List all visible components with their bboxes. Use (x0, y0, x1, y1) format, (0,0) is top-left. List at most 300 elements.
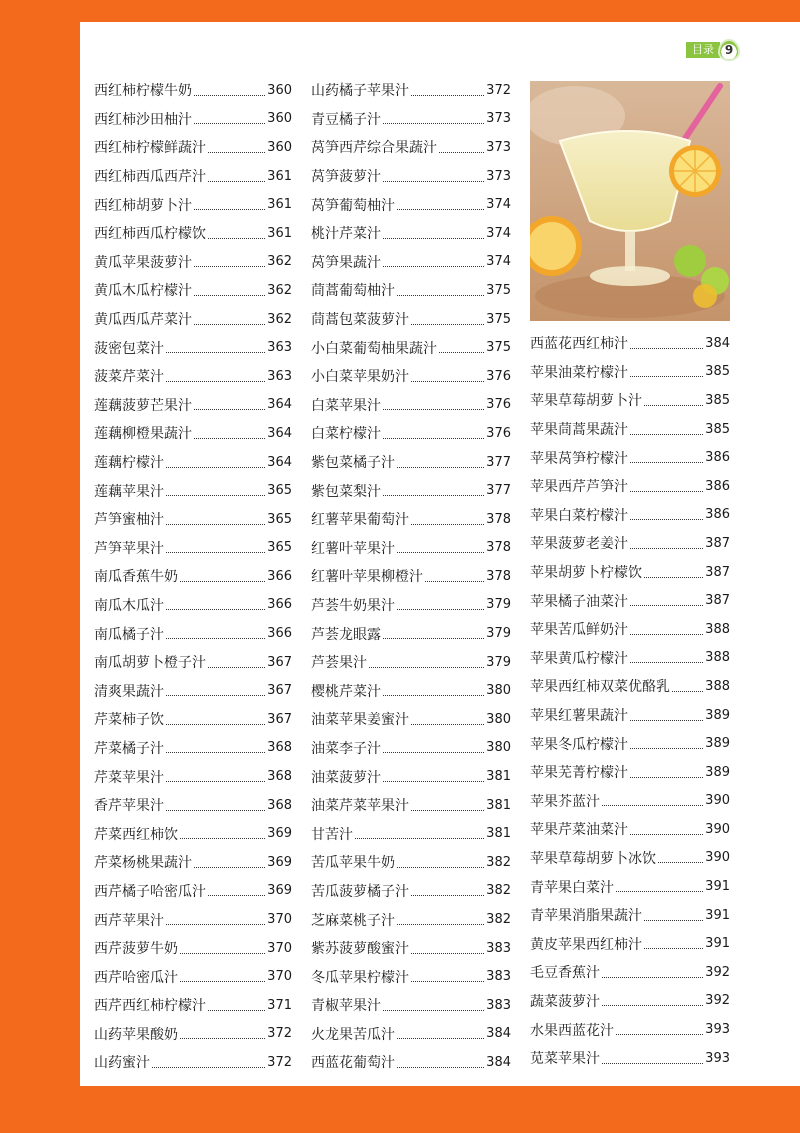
dot-leader (355, 837, 484, 839)
dot-leader (397, 866, 484, 868)
toc-entry[interactable] (530, 929, 730, 958)
toc-entry[interactable] (94, 133, 292, 162)
toc-entry[interactable] (530, 472, 730, 501)
toc-entry-page: 385 (705, 392, 730, 408)
toc-entry[interactable] (94, 962, 292, 991)
toc-entry[interactable] (530, 443, 730, 472)
toc-entry-title: 南瓜香蕉牛奶 (94, 569, 178, 586)
toc-entry-page: 362 (267, 254, 292, 270)
toc-entry[interactable] (530, 415, 730, 444)
toc-entry-page: 369 (267, 826, 292, 842)
toc-entry-page: 361 (267, 197, 292, 213)
dot-leader (644, 947, 703, 949)
dot-leader (194, 294, 265, 296)
toc-entry-page: 388 (705, 650, 730, 666)
toc-entry-title: 南瓜木瓜汁 (94, 597, 164, 614)
toc-entry-page: 378 (486, 568, 511, 584)
toc-entry-title: 芦荟龙眼露 (311, 626, 381, 643)
dot-leader (166, 608, 265, 610)
dot-leader (644, 404, 703, 406)
toc-entry-title: 油菜李子汁 (311, 740, 381, 757)
toc-entry[interactable] (94, 76, 292, 105)
dot-leader (411, 894, 484, 896)
dot-leader (166, 694, 265, 696)
dot-leader (644, 919, 703, 921)
toc-entry-title: 苹果菠萝老姜汁 (530, 536, 628, 553)
toc-entry[interactable] (94, 276, 292, 305)
dot-leader (383, 637, 484, 639)
dot-leader (166, 551, 265, 553)
toc-entry-page: 373 (486, 111, 511, 127)
dot-leader (208, 237, 265, 239)
dot-leader (194, 437, 265, 439)
toc-entry[interactable] (530, 529, 730, 558)
toc-entry[interactable] (94, 105, 292, 134)
toc-entry[interactable] (94, 819, 292, 848)
toc-entry-title: 莲藕菠萝芒果汁 (94, 397, 192, 414)
toc-entry-title: 苹果油菜柠檬汁 (530, 364, 628, 381)
toc-entry[interactable] (530, 901, 730, 930)
toc-entry-title: 莴笋葡萄柚汁 (311, 197, 395, 214)
toc-entry[interactable] (311, 276, 511, 305)
lemon-drink-photo (530, 81, 730, 321)
toc-entry[interactable] (311, 648, 511, 677)
dot-leader (194, 323, 265, 325)
toc-entry[interactable] (94, 362, 292, 391)
toc-entry-title: 芹菜西红柿饮 (94, 826, 178, 843)
toc-entry[interactable] (311, 877, 511, 906)
toc-entry-page: 381 (486, 769, 511, 785)
toc-entry-title: 紫包菜梨汁 (311, 483, 381, 500)
toc-entry-page: 387 (705, 535, 730, 551)
toc-entry-page: 369 (267, 883, 292, 899)
toc-entry[interactable] (311, 190, 511, 219)
toc-entry-page: 360 (267, 111, 292, 127)
toc-entry[interactable] (311, 676, 511, 705)
toc-entry[interactable] (94, 162, 292, 191)
dot-leader (208, 666, 265, 668)
toc-entry-page: 364 (267, 397, 292, 413)
toc-entry-page: 382 (486, 912, 511, 928)
toc-entry-page: 366 (267, 568, 292, 584)
toc-entry[interactable] (530, 329, 730, 358)
toc-entry-title: 莲藕柳橙果蔬汁 (94, 426, 192, 443)
dot-leader (194, 265, 265, 267)
toc-entry[interactable] (530, 501, 730, 530)
toc-entry[interactable] (94, 848, 292, 877)
toc-entry-title: 芦笋蜜柚汁 (94, 512, 164, 529)
toc-entry-page: 368 (267, 769, 292, 785)
toc-entry[interactable] (94, 333, 292, 362)
toc-entry-page: 374 (486, 225, 511, 241)
toc-entry-title: 白菜苹果汁 (311, 397, 381, 414)
toc-entry-page: 379 (486, 654, 511, 670)
toc-entry-title: 苹果红薯果蔬汁 (530, 708, 628, 725)
dot-leader (630, 490, 703, 492)
dot-leader (644, 576, 703, 578)
toc-entry-title: 西芹橘子哈密瓜汁 (94, 883, 206, 900)
dot-leader (208, 151, 265, 153)
dot-leader (166, 723, 265, 725)
toc-entry-page: 360 (267, 82, 292, 98)
toc-entry-page: 376 (486, 368, 511, 384)
toc-entry-page: 372 (486, 82, 511, 98)
toc-entry[interactable] (530, 615, 730, 644)
toc-entry[interactable] (530, 758, 730, 787)
dot-leader (180, 837, 265, 839)
dot-leader (383, 494, 484, 496)
toc-entry[interactable] (94, 305, 292, 334)
toc-entry[interactable] (94, 391, 292, 420)
toc-entry[interactable] (311, 1020, 511, 1049)
toc-entry[interactable] (311, 991, 511, 1020)
toc-entry-page: 385 (705, 421, 730, 437)
toc-entry[interactable] (530, 672, 730, 701)
toc-entry[interactable] (311, 962, 511, 991)
toc-entry[interactable] (94, 505, 292, 534)
dot-leader (630, 375, 703, 377)
dot-leader (630, 776, 703, 778)
toc-entry[interactable] (94, 905, 292, 934)
toc-entry[interactable] (94, 190, 292, 219)
toc-entry[interactable] (530, 987, 730, 1016)
toc-entry-title: 苦瓜菠萝橘子汁 (311, 883, 409, 900)
toc-entry-title: 红薯叶苹果汁 (311, 540, 395, 557)
toc-entry-page: 365 (267, 483, 292, 499)
dot-leader (166, 780, 265, 782)
toc-entry[interactable] (311, 391, 511, 420)
toc-entry[interactable] (311, 562, 511, 591)
toc-entry[interactable] (311, 505, 511, 534)
toc-entry-title: 苹果冬瓜柠檬汁 (530, 736, 628, 753)
dot-leader (630, 747, 703, 749)
toc-entry-title: 火龙果苦瓜汁 (311, 1026, 395, 1043)
dot-leader (411, 723, 484, 725)
dot-leader (166, 751, 265, 753)
toc-entry[interactable] (94, 734, 292, 763)
toc-entry-title: 芹菜苹果汁 (94, 769, 164, 786)
dot-leader (383, 780, 484, 782)
toc-entry-title: 苹果西芹芦笋汁 (530, 479, 628, 496)
toc-entry[interactable] (530, 729, 730, 758)
toc-entry-page: 390 (705, 821, 730, 837)
dot-leader (411, 980, 484, 982)
toc-entry-page: 386 (705, 450, 730, 466)
toc-entry[interactable] (311, 162, 511, 191)
toc-entry[interactable] (311, 848, 511, 877)
toc-entry-title: 冬瓜苹果柠檬汁 (311, 969, 409, 986)
toc-entry-title: 西红柿西瓜柠檬饮 (94, 226, 206, 243)
toc-entry[interactable] (530, 386, 730, 415)
toc-entry-title: 茼蒿包菜菠萝汁 (311, 312, 409, 329)
toc-entry-page: 376 (486, 425, 511, 441)
toc-entry-page: 386 (705, 507, 730, 523)
toc-entry-title: 苦瓜苹果牛奶 (311, 855, 395, 872)
toc-entry-page: 364 (267, 425, 292, 441)
toc-entry-title: 莴笋西芹综合果蔬汁 (311, 140, 437, 157)
dot-leader (602, 804, 703, 806)
toc-entry[interactable] (530, 558, 730, 587)
toc-entry-title: 西红柿柠檬鲜蔬汁 (94, 140, 206, 157)
toc-entry[interactable] (311, 619, 511, 648)
toc-entry-title: 苹果苦瓜鲜奶汁 (530, 622, 628, 639)
toc-entry-title: 紫包菜橘子汁 (311, 455, 395, 472)
toc-entry[interactable] (94, 448, 292, 477)
toc-entry-page: 381 (486, 826, 511, 842)
toc-entry[interactable] (311, 705, 511, 734)
toc-entry-page: 375 (486, 311, 511, 327)
toc-entry[interactable] (94, 877, 292, 906)
toc-entry[interactable] (530, 958, 730, 987)
toc-entry[interactable] (530, 644, 730, 673)
toc-entry[interactable] (311, 419, 511, 448)
toc-entry-title: 苋菜苹果汁 (530, 1051, 600, 1068)
toc-entry-title: 桃汁芹菜汁 (311, 226, 381, 243)
toc-entry-title: 芹菜杨桃果蔬汁 (94, 855, 192, 872)
toc-entry-page: 382 (486, 883, 511, 899)
toc-entry[interactable] (311, 591, 511, 620)
toc-entry-page: 373 (486, 168, 511, 184)
dot-leader (602, 976, 703, 978)
toc-entry-title: 山药苹果酸奶 (94, 1026, 178, 1043)
toc-entry-page: 384 (486, 1026, 511, 1042)
toc-entry-title: 苹果草莓胡萝卜冰饮 (530, 850, 656, 867)
dot-leader (397, 466, 484, 468)
dot-leader (166, 809, 265, 811)
toc-entry-page: 383 (486, 969, 511, 985)
toc-entry-title: 黄瓜苹果菠萝汁 (94, 254, 192, 271)
toc-entry-page: 373 (486, 139, 511, 155)
dot-leader (439, 151, 484, 153)
toc-entry-page: 384 (705, 335, 730, 351)
toc-entry[interactable] (94, 476, 292, 505)
toc-entry[interactable] (94, 562, 292, 591)
toc-entry-title: 莴笋果蔬汁 (311, 254, 381, 271)
dot-leader (180, 952, 265, 954)
toc-entry[interactable] (94, 248, 292, 277)
toc-entry[interactable] (530, 1015, 730, 1044)
toc-entry-title: 山药橘子苹果汁 (311, 83, 409, 100)
toc-entry[interactable] (311, 305, 511, 334)
toc-entry[interactable] (94, 1020, 292, 1049)
toc-entry[interactable] (311, 734, 511, 763)
toc-entry-page: 367 (267, 711, 292, 727)
toc-entry[interactable] (311, 333, 511, 362)
toc-entry-page: 391 (705, 936, 730, 952)
toc-entry-page: 386 (705, 478, 730, 494)
toc-entry-title: 茼蒿葡萄柚汁 (311, 283, 395, 300)
toc-entry-title: 蔬菜菠萝汁 (530, 993, 600, 1010)
toc-entry[interactable] (94, 534, 292, 563)
toc-entry-page: 362 (267, 282, 292, 298)
toc-entry[interactable] (311, 248, 511, 277)
dot-leader (658, 861, 703, 863)
dot-leader (194, 208, 265, 210)
toc-entry-page: 367 (267, 683, 292, 699)
toc-entry[interactable] (311, 905, 511, 934)
toc-entry[interactable] (94, 676, 292, 705)
toc-entry-title: 白菜柠檬汁 (311, 426, 381, 443)
toc-entry-page: 372 (267, 1026, 292, 1042)
toc-entry-title: 苹果茼蒿果蔬汁 (530, 422, 628, 439)
dot-leader (383, 180, 484, 182)
toc-entry[interactable] (94, 591, 292, 620)
toc-entry[interactable] (311, 105, 511, 134)
section-badge (686, 40, 740, 60)
toc-entry[interactable] (311, 819, 511, 848)
toc-entry[interactable] (311, 448, 511, 477)
toc-entry-page: 388 (705, 678, 730, 694)
toc-entry-page: 361 (267, 225, 292, 241)
dot-leader (630, 604, 703, 606)
toc-entry[interactable] (94, 791, 292, 820)
toc-column-1 (94, 76, 292, 1077)
toc-column-3 (530, 329, 730, 1072)
toc-entry[interactable] (311, 476, 511, 505)
toc-entry-title: 水果西蓝花汁 (530, 1022, 614, 1039)
toc-entry-title: 苹果莴笋柠檬汁 (530, 450, 628, 467)
dot-leader (166, 494, 265, 496)
toc-entry[interactable] (94, 934, 292, 963)
toc-entry-page: 376 (486, 397, 511, 413)
toc-entry-title: 西芹西红柿柠檬汁 (94, 998, 206, 1015)
toc-entry[interactable] (311, 362, 511, 391)
dot-leader (630, 661, 703, 663)
dot-leader (166, 637, 265, 639)
dot-leader (411, 952, 484, 954)
toc-entry-title: 苹果橘子油菜汁 (530, 593, 628, 610)
toc-entry-page: 389 (705, 764, 730, 780)
toc-entry[interactable] (94, 705, 292, 734)
toc-entry[interactable] (94, 762, 292, 791)
toc-entry[interactable] (311, 934, 511, 963)
toc-entry-page: 389 (705, 707, 730, 723)
toc-entry[interactable] (530, 701, 730, 730)
toc-entry-page: 365 (267, 540, 292, 556)
toc-entry[interactable] (311, 762, 511, 791)
toc-entry[interactable] (530, 787, 730, 816)
toc-entry[interactable] (311, 1048, 511, 1077)
toc-entry-page: 393 (705, 1022, 730, 1038)
toc-entry-page: 366 (267, 626, 292, 642)
dot-leader (411, 809, 484, 811)
toc-entry-title: 青苹果消脂果蔬汁 (530, 908, 642, 925)
toc-entry-title: 苹果芜菁柠檬汁 (530, 765, 628, 782)
dot-leader (397, 923, 484, 925)
toc-entry[interactable] (94, 1048, 292, 1077)
toc-entry-page: 362 (267, 311, 292, 327)
dot-leader (383, 1009, 484, 1011)
toc-entry-page: 387 (705, 564, 730, 580)
dot-leader (397, 1037, 484, 1039)
toc-entry-title: 芹菜柿子饮 (94, 712, 164, 729)
toc-entry[interactable] (311, 133, 511, 162)
toc-entry-title: 苹果芹菜油菜汁 (530, 822, 628, 839)
toc-entry-title: 苹果黄瓜柠檬汁 (530, 650, 628, 667)
toc-entry-title: 红薯叶苹果柳橙汁 (311, 569, 423, 586)
toc-entry-title: 芦荟果汁 (311, 655, 367, 672)
dot-leader (180, 980, 265, 982)
toc-entry-title: 西芹菠萝牛奶 (94, 941, 178, 958)
toc-entry[interactable] (311, 219, 511, 248)
toc-entry-title: 菠菜芹菜汁 (94, 369, 164, 386)
dot-leader (383, 694, 484, 696)
toc-entry-title: 油菜菠萝汁 (311, 769, 381, 786)
toc-entry-page: 392 (705, 964, 730, 980)
toc-entry-page: 363 (267, 340, 292, 356)
dot-leader (630, 719, 703, 721)
dot-leader (425, 580, 484, 582)
toc-entry-title: 芝麻菜桃子汁 (311, 912, 395, 929)
toc-entry-title: 樱桃芹菜汁 (311, 683, 381, 700)
dot-leader (166, 351, 265, 353)
toc-entry[interactable] (530, 872, 730, 901)
toc-entry-page: 371 (267, 997, 292, 1013)
toc-entry-page: 368 (267, 740, 292, 756)
toc-entry-title: 西红柿西瓜西芹汁 (94, 169, 206, 186)
toc-entry[interactable] (94, 648, 292, 677)
toc-entry-page: 383 (486, 940, 511, 956)
dot-leader (397, 294, 484, 296)
toc-entry-page: 370 (267, 969, 292, 985)
dot-leader (369, 666, 484, 668)
toc-entry[interactable] (530, 815, 730, 844)
toc-entry[interactable] (311, 534, 511, 563)
dot-leader (616, 890, 703, 892)
toc-entry-title: 油菜芹菜苹果汁 (311, 798, 409, 815)
toc-entry-page: 366 (267, 597, 292, 613)
dot-leader (383, 122, 484, 124)
dot-leader (166, 466, 265, 468)
toc-entry-title: 菠密包菜汁 (94, 340, 164, 357)
toc-entry-title: 黄瓜西瓜芹菜汁 (94, 312, 192, 329)
toc-entry-page: 380 (486, 683, 511, 699)
dot-leader (411, 94, 484, 96)
dot-leader (630, 547, 703, 549)
toc-entry[interactable] (94, 419, 292, 448)
dot-leader (152, 1066, 265, 1068)
dot-leader (672, 690, 703, 692)
toc-entry-title: 西蓝花葡萄汁 (311, 1055, 395, 1072)
toc-entry[interactable] (94, 991, 292, 1020)
toc-entry-page: 370 (267, 912, 292, 928)
toc-entry[interactable] (94, 619, 292, 648)
toc-entry-page: 369 (267, 854, 292, 870)
toc-entry[interactable] (530, 586, 730, 615)
toc-entry[interactable] (311, 76, 511, 105)
dot-leader (602, 1062, 703, 1064)
toc-entry-page: 388 (705, 621, 730, 637)
dot-leader (630, 518, 703, 520)
dot-leader (411, 380, 484, 382)
dot-leader (166, 923, 265, 925)
toc-entry[interactable] (94, 219, 292, 248)
toc-entry[interactable] (530, 1044, 730, 1073)
toc-entry-title: 黄皮苹果西红柿汁 (530, 936, 642, 953)
toc-entry-title: 南瓜胡萝卜橙子汁 (94, 655, 206, 672)
toc-entry-title: 香芹苹果汁 (94, 798, 164, 815)
dot-leader (383, 408, 484, 410)
toc-entry-title: 青豆橘子汁 (311, 111, 381, 128)
toc-entry[interactable] (530, 844, 730, 873)
dot-leader (630, 633, 703, 635)
toc-entry[interactable] (530, 358, 730, 387)
toc-entry-title: 小白菜葡萄柚果蔬汁 (311, 340, 437, 357)
toc-entry-title: 芦荟牛奶果汁 (311, 597, 395, 614)
dot-leader (208, 1009, 265, 1011)
toc-entry[interactable] (311, 791, 511, 820)
toc-entry-page: 382 (486, 854, 511, 870)
